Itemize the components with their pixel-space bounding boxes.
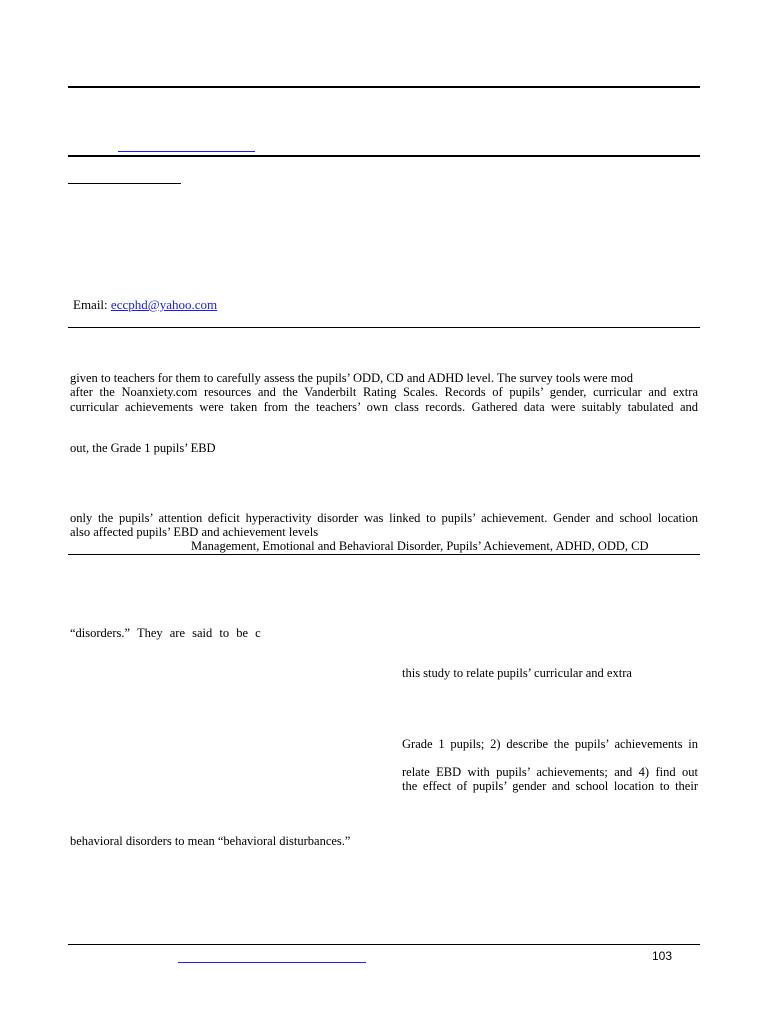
body-right-fragment-2: Grade 1 pupils; 2) describe the pupils’ achievements in — [402, 737, 698, 751]
abstract-line-6: also affected pupils’ EBD and achievement levels — [70, 525, 319, 539]
abstract-line-1: given to teachers for them to carefully assess the pupils’ ODD, CD and ADHD level. The survey tools were mod — [70, 371, 633, 385]
abstract-line-5: only the pupils’ attention deficit hyperactivity disorder was linked to pupils’ achievement. Gender and school location — [70, 511, 698, 525]
abstract-bottom-rule — [68, 554, 700, 555]
body-right-fragment-3: relate EBD with pupils’ achievements; and 4) find out — [402, 765, 698, 779]
affiliation-underline — [68, 183, 181, 184]
keywords-line: Management, Emotional and Behavioral Disorder, Pupils’ Achievement, ADHD, ODD, CD — [191, 539, 649, 553]
email-label: Email: — [73, 297, 108, 312]
header-bottom-rule — [68, 155, 700, 157]
body-left-fragment-1: “disorders.” They are said to be c — [70, 626, 261, 640]
abstract-line-2: after the Noanxiety.com resources and the Vanderbilt Rating Scales. Records of pupils’ gender, curricular and extra — [70, 385, 698, 399]
email-link[interactable]: eccphd@yahoo.com — [110, 297, 218, 312]
header-link-underline[interactable] — [118, 151, 255, 152]
email-line — [73, 297, 217, 313]
body-right-fragment-1: this study to relate pupils’ curricular and extra — [402, 666, 632, 680]
footer-link-underline[interactable] — [178, 962, 366, 963]
body-right-fragment-4: the effect of pupils’ gender and school location to their — [402, 779, 698, 793]
footer-rule — [68, 944, 700, 945]
page-number: 103 — [652, 949, 673, 963]
abstract-top-rule — [68, 327, 700, 328]
abstract-line-4: out, the Grade 1 pupils’ EBD — [70, 441, 216, 455]
body-left-fragment-2: behavioral disorders to mean “behavioral disturbances.” — [70, 834, 351, 848]
abstract-line-3: curricular achievements were taken from the teachers’ own class records. Gathered data were suitably tabulated and — [70, 400, 698, 414]
header-top-rule — [68, 86, 700, 88]
